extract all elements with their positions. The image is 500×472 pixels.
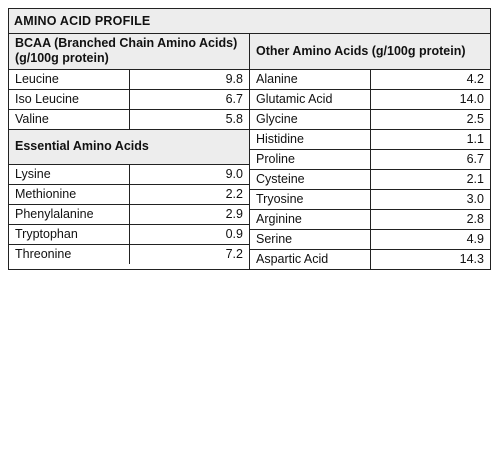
amino-value: 7.2 [129, 244, 249, 264]
bcaa-heading: BCAA (Branched Chain Amino Acids) (g/100g protein) [9, 34, 249, 69]
table-row [250, 109, 490, 129]
table-row [9, 224, 249, 244]
left-table [9, 34, 249, 264]
table-row [250, 189, 490, 209]
right-column [250, 34, 490, 269]
amino-value: 14.0 [370, 89, 490, 109]
table-title: AMINO ACID PROFILE [9, 9, 490, 34]
amino-name: Proline [250, 149, 370, 169]
amino-name: Phenylalanine [9, 204, 129, 224]
amino-value: 4.9 [370, 229, 490, 249]
essential-heading: Essential Amino Acids [9, 129, 249, 164]
table-row [250, 149, 490, 169]
amino-name: Tryptophan [9, 224, 129, 244]
amino-value: 9.8 [129, 69, 249, 89]
amino-value: 0.9 [129, 224, 249, 244]
amino-name: Arginine [250, 209, 370, 229]
amino-name: Methionine [9, 184, 129, 204]
table-row [250, 169, 490, 189]
amino-value: 2.5 [370, 109, 490, 129]
table-columns [9, 34, 490, 269]
amino-name: Histidine [250, 129, 370, 149]
amino-name: Cysteine [250, 169, 370, 189]
amino-value: 2.2 [129, 184, 249, 204]
amino-acid-table [8, 8, 491, 270]
table-row [250, 229, 490, 249]
amino-value: 3.0 [370, 189, 490, 209]
amino-name: Serine [250, 229, 370, 249]
amino-name: Leucine [9, 69, 129, 89]
amino-name: Tryosine [250, 189, 370, 209]
amino-name: Valine [9, 109, 129, 129]
table-row [9, 89, 249, 109]
amino-value: 6.7 [129, 89, 249, 109]
table-row [9, 204, 249, 224]
amino-value: 14.3 [370, 249, 490, 269]
right-table [250, 34, 490, 269]
amino-name: Glycine [250, 109, 370, 129]
amino-value: 2.1 [370, 169, 490, 189]
section-header-row [9, 34, 249, 69]
amino-value: 2.8 [370, 209, 490, 229]
amino-name: Alanine [250, 69, 370, 89]
other-heading: Other Amino Acids (g/100g protein) [250, 34, 490, 69]
table-row [250, 209, 490, 229]
table-row [9, 244, 249, 264]
table-row [9, 109, 249, 129]
table-row [250, 249, 490, 269]
amino-name: Threonine [15, 247, 72, 262]
table-row [250, 89, 490, 109]
amino-value: 5.8 [129, 109, 249, 129]
section-header-row [250, 34, 490, 69]
amino-name: Aspartic Acid [256, 252, 329, 267]
amino-name: Glutamic Acid [250, 89, 370, 109]
amino-value: 6.7 [370, 149, 490, 169]
table-row [9, 164, 249, 184]
section-header-row [9, 129, 249, 164]
amino-value: 1.1 [370, 129, 490, 149]
left-column [9, 34, 250, 269]
amino-value: 2.9 [129, 204, 249, 224]
amino-value: 4.2 [370, 69, 490, 89]
amino-name: Lysine [9, 164, 129, 184]
table-row [9, 184, 249, 204]
table-row [250, 69, 490, 89]
table-row [250, 129, 490, 149]
table-row [9, 69, 249, 89]
amino-value: 9.0 [129, 164, 249, 184]
amino-name: Iso Leucine [9, 89, 129, 109]
